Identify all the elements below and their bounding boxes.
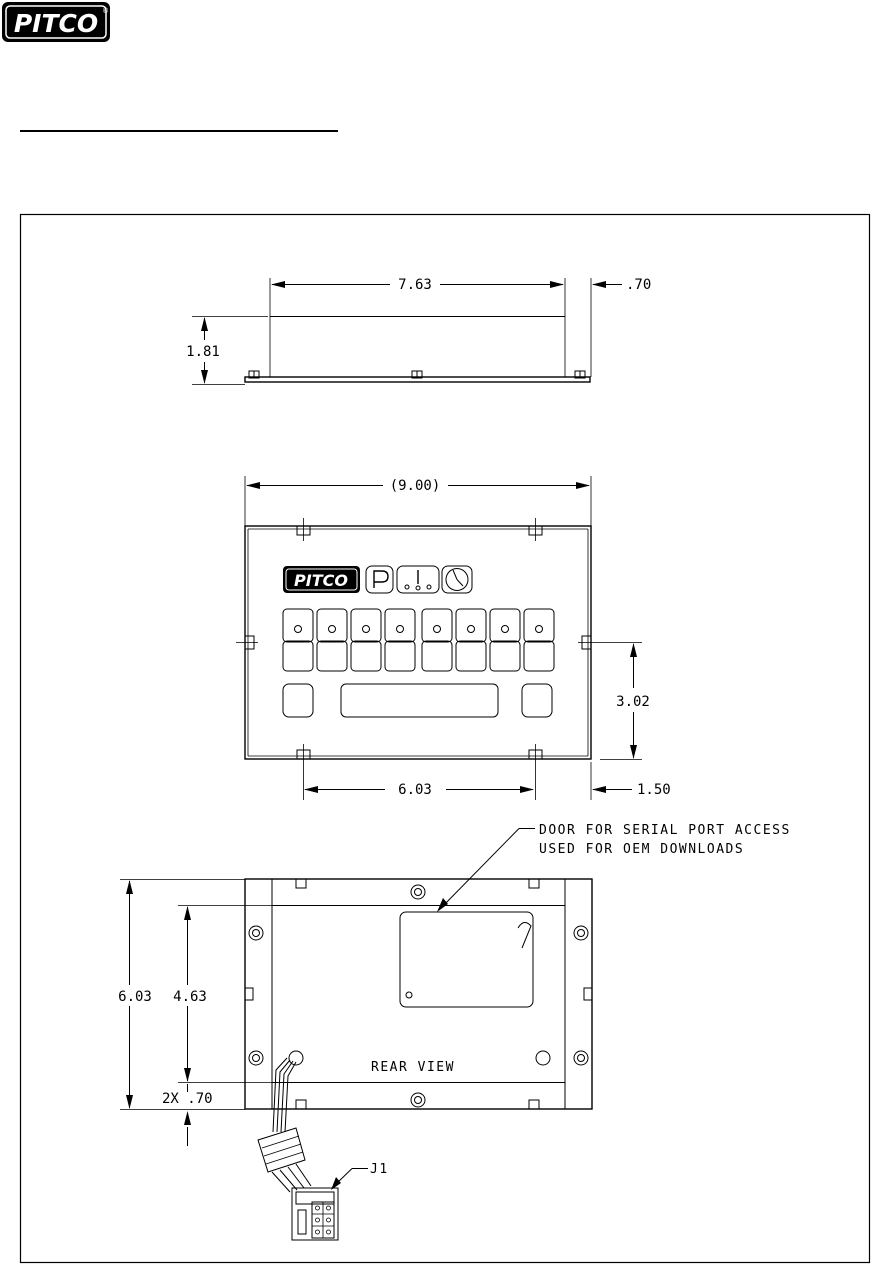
dim-side-width: 7.63 [398,277,432,293]
panel-drops-icon [397,566,439,593]
connector-label: J1 [370,1162,389,1177]
note-door-line1: DOOR FOR SERIAL PORT ACCESS [539,823,791,838]
dim-front-height: 3.02 [616,694,650,710]
product-key-2 [317,609,347,671]
left-function-key [283,684,313,717]
logo-wordmark: PITCO [13,9,99,38]
dim-rear-offset: 2X .70 [162,1091,213,1107]
panel-clock-icon [442,566,472,593]
panel-logo-wordmark: PITCO [294,571,348,590]
rear-stud-left-upper [249,926,263,940]
front-slot-bottom-right [529,744,542,800]
registered-mark: ® [102,7,109,15]
front-slot-left [236,636,258,649]
rear-view [118,823,791,1240]
rear-stud-left-lower [249,1051,263,1065]
rear-slot-right [584,988,592,1000]
dim-rear-height: 6.03 [118,989,152,1005]
front-slot-bottom-left [297,744,310,800]
panel-p-icon [366,566,393,593]
side-view [186,277,651,385]
front-slot-top-left [297,518,310,541]
front-slot-top-right [529,518,542,541]
product-key-6 [456,609,486,671]
product-key-5 [422,609,452,671]
dim-side-offset: .70 [626,277,652,293]
note-door-line2: USED FOR OEM DOWNLOADS [539,842,745,857]
right-function-key [522,684,552,717]
rear-slot-left [245,988,253,1000]
rear-slot-bottom-left [296,1100,306,1109]
rear-hole-right [536,1051,550,1065]
dim-rear-hole-height: 4.63 [173,989,207,1005]
dim-front-offset: 1.50 [637,782,671,798]
rear-stud-right-upper [574,926,588,940]
rear-stud-bottom [411,1093,425,1107]
drawing-border [21,215,870,1263]
serial-port-door [400,912,533,1007]
front-slot-right [578,636,600,649]
dim-side-height: 1.81 [186,344,220,360]
dim-front-hole-spacing: 6.03 [398,782,432,798]
rear-stud-top [411,885,425,899]
panel-pitco-logo [283,566,360,593]
rear-stud-right-lower [574,1051,588,1065]
rear-slot-top-left [296,879,306,888]
product-key-7 [490,609,520,671]
rear-view-label: REAR VIEW [371,1060,455,1075]
connector-j1 [292,1188,338,1240]
product-key-1 [283,609,313,671]
wire-harness [258,1058,311,1192]
display-window [341,684,498,717]
front-view [236,476,671,800]
product-key-4 [385,609,415,671]
rear-slot-top-right [529,879,539,888]
dim-front-width: (9.00) [389,478,441,494]
rear-slot-bottom-right [529,1100,539,1109]
product-key-3 [351,609,381,671]
product-key-8 [524,609,554,671]
